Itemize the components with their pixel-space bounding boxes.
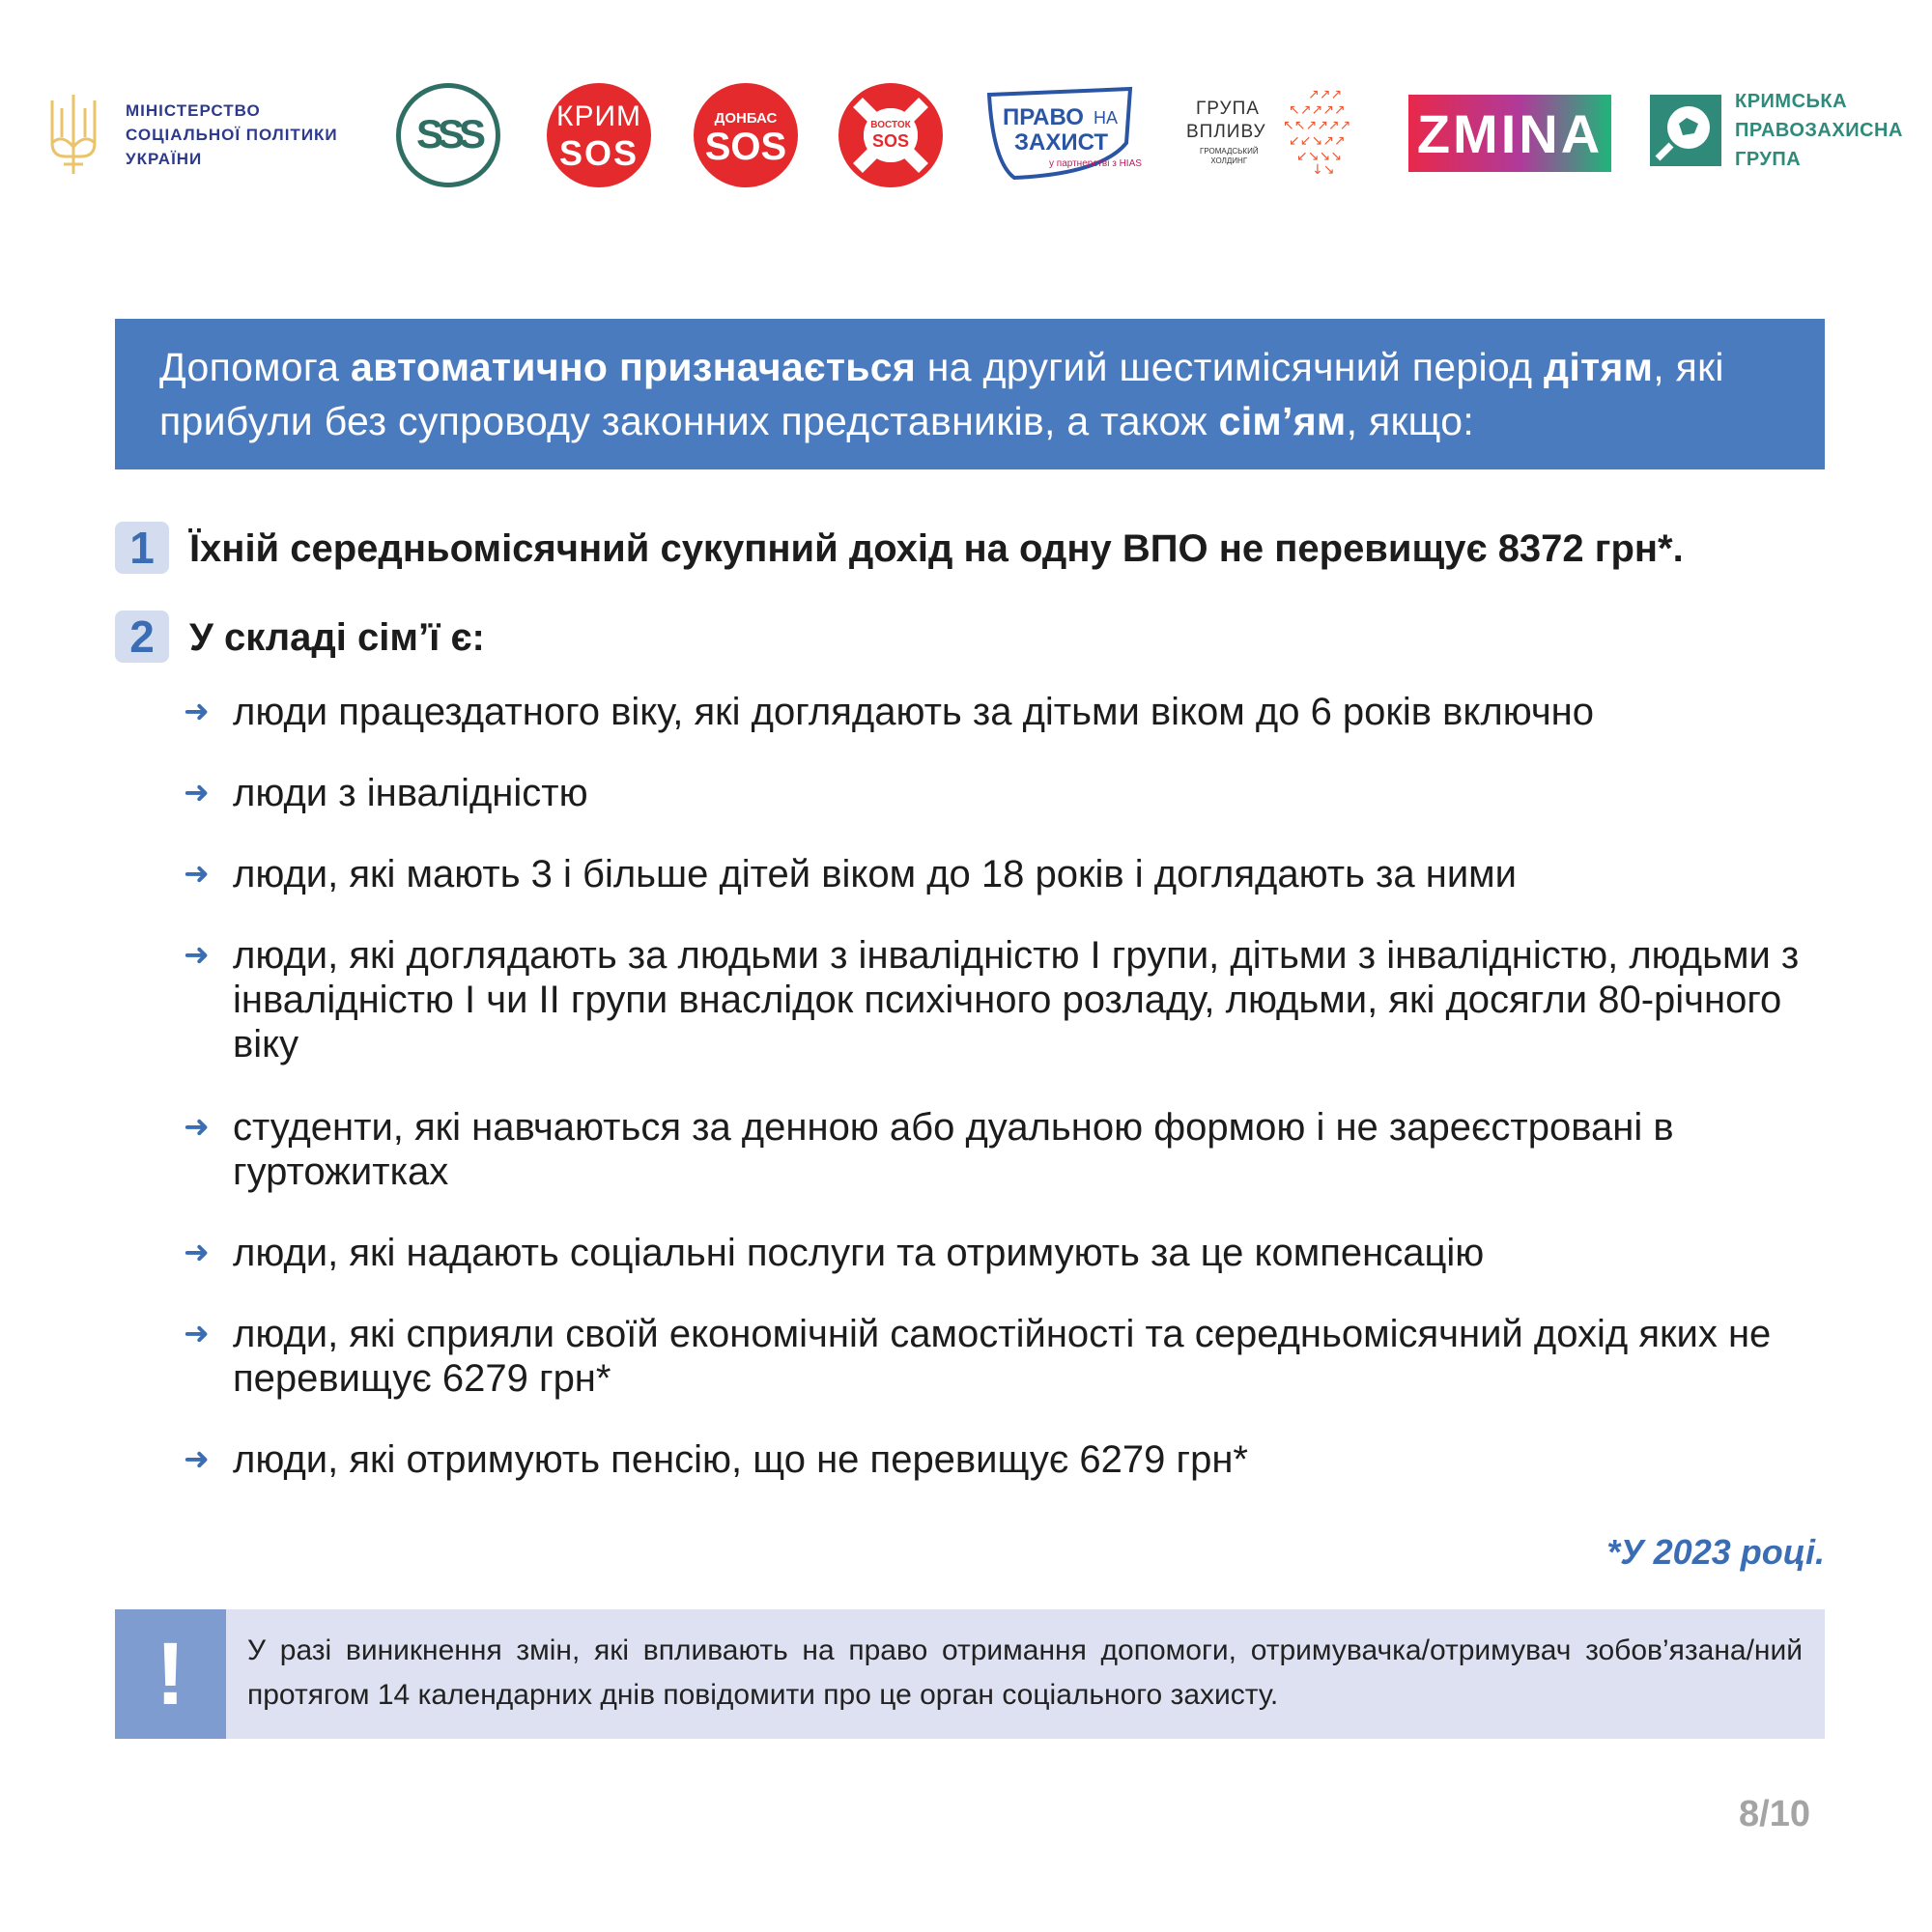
list-item-text: люди, які надають соціальні послуги та отримують за це компенсацію (233, 1232, 1485, 1274)
list-item-text: люди з інвалідністю (233, 772, 588, 814)
vostok-sos-logo (838, 83, 943, 187)
donbas-logo-bottom: SOS (704, 126, 787, 168)
arrow-right-icon: ➜ (184, 856, 210, 891)
arrows-cluster-icon (1279, 85, 1372, 178)
krym-logo-bottom: SOS (558, 133, 639, 173)
sss-logo-text: SSS (415, 111, 481, 156)
svg-text:↓↘: ↓↘ (1312, 162, 1335, 178)
intro-text-part3: , які прибули без супроводу законних представників, а також (159, 345, 1724, 443)
grupa-logo-sub: ГРОМАДСЬКИЙ ХОЛДИНГ (1200, 147, 1259, 165)
intro-text-bold3: сім’ям (1218, 399, 1347, 443)
donbas-logo-top: ДОНБАС (714, 110, 778, 127)
intro-text (159, 340, 1802, 448)
point-text-1: Їхній середньомісячний сукупний дохід на одну ВПО не перевищує 8372 грн*. (189, 527, 1684, 570)
pravo-na-zakhyst-logo (985, 85, 1150, 182)
intro-banner (115, 319, 1825, 469)
krym-sos-logo (547, 83, 651, 187)
zmina-logo-text: ZMINA (1416, 103, 1604, 164)
arrow-right-icon: ➜ (184, 1235, 210, 1269)
svg-text:↖↗↗↗↗: ↖↗↗↗↗ (1289, 102, 1346, 118)
point-number-2: 2 (115, 611, 169, 663)
sss-logo (396, 83, 500, 187)
alert-text: У разі виникнення змін, які впливають на право отримання допомоги, отримувачка/отримувач зобов’язана/ний протягом 14 календарних днів повідомити про це орган соціального захисту. (247, 1634, 1803, 1711)
arrow-right-icon: ➜ (184, 694, 210, 728)
list-item-text: студенти, які навчаються за денною або дуальною формою і не зареєстровані в гуртожитках (233, 1106, 1674, 1193)
point-text-2: У складі сім’ї є: (189, 616, 485, 659)
grupa-logo-word1: ГРУПА (1196, 99, 1260, 119)
vostok-logo-top: ВОСТОК (870, 120, 911, 130)
arrow-right-icon: ➜ (184, 775, 210, 810)
exclamation-icon: ! (115, 1609, 226, 1739)
list-item-text: люди, які отримують пенсію, що не перевищує 6279 грн* (233, 1438, 1248, 1481)
pravo-logo-word2: ЗАХИСТ (1014, 129, 1109, 156)
arrow-right-icon: ➜ (184, 937, 210, 972)
list-item-text: люди, які сприяли своїй економічній самостійності та середньомісячний дохід яких не перевищує 6279 грн* (233, 1313, 1772, 1400)
donbas-sos-logo (694, 83, 798, 187)
intro-text-part4: , якщо: (1346, 399, 1475, 443)
svg-text:↙↘↘↘: ↙↘↘↘ (1296, 149, 1342, 164)
vostok-logo-bottom: SOS (871, 131, 909, 151)
intro-text-bold2: дітям (1544, 345, 1654, 389)
alert-box (115, 1609, 1825, 1739)
ministry-logo (44, 89, 363, 176)
arrow-right-icon: ➜ (184, 1316, 210, 1350)
pravo-logo-sub: у партнерстві з HIAS (1049, 158, 1142, 169)
pravo-logo-na: НА (1094, 108, 1119, 128)
svg-text:↙↙↘↗↗: ↙↙↘↗↗ (1289, 133, 1346, 149)
trident-icon (44, 89, 102, 176)
svg-text:↖↖↗↗↗↗: ↖↖↗↗↗↗ (1283, 118, 1351, 133)
krymska-pravozakhysna-grupa-logo (1650, 85, 1911, 182)
list-item-text: люди, які мають 3 і більше дітей віком до 18 років і доглядають за ними (233, 853, 1518, 895)
intro-text-bold1: автоматично призначається (350, 345, 917, 389)
krym-logo-top: КРИМ (555, 100, 642, 132)
partner-logos (0, 68, 1932, 203)
footnote: *У 2023 році. (1606, 1532, 1825, 1572)
intro-text-part1: Допомога (159, 345, 351, 389)
arrow-right-icon: ➜ (184, 1441, 210, 1476)
pravo-logo-word1: ПРАВО (1003, 104, 1084, 130)
arrow-right-icon: ➜ (184, 1109, 210, 1144)
ministry-name: МІНІСТЕРСТВО СОЦІАЛЬНОЇ ПОЛІТИКИ УКРАЇНИ (126, 101, 338, 168)
magnifier-map-icon (1650, 95, 1721, 166)
grupa-logo-word2: ВПЛИВУ (1186, 122, 1266, 142)
intro-text-part2: на другий шестимісячний період (916, 345, 1545, 389)
svg-text:↗↗↗: ↗↗↗ (1308, 87, 1343, 102)
grupa-vplyvu-logo (1180, 85, 1374, 182)
point-number-1: 1 (115, 522, 169, 574)
zmina-logo (1408, 95, 1611, 172)
list-item-text: люди, які доглядають за людьми з інвалідністю I групи, дітьми з інвалідністю, людьми з інвалідністю I чи II групи внаслідок психічного розладу, людьми, які досягли 80-річного віку (233, 934, 1800, 1065)
list-item-text: люди працездатного віку, які доглядають за дітьми віком до 6 років включно (233, 691, 1595, 733)
krg-logo-text: КРИМСЬКА ПРАВОЗАХИСНА ГРУПА (1735, 91, 1903, 170)
page-number: 8/10 (1739, 1794, 1810, 1834)
